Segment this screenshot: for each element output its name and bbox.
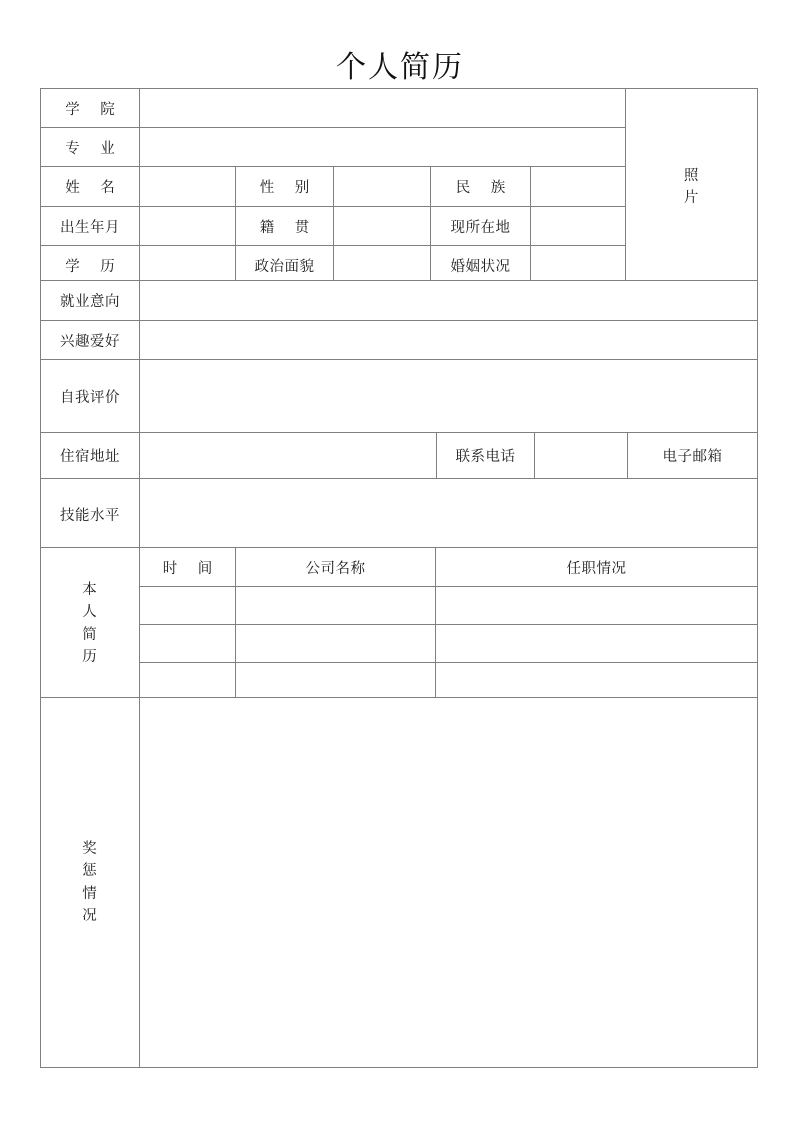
major-field[interactable] (140, 128, 626, 167)
table-row (41, 663, 758, 700)
current-location-field[interactable] (531, 207, 626, 246)
table-row (41, 433, 758, 479)
experience-company-cell[interactable] (236, 663, 436, 700)
photo-label-char-1: 照 (683, 167, 700, 184)
native-place-field[interactable] (334, 207, 431, 246)
name-label: 姓 名 (41, 167, 140, 207)
experience-position-cell[interactable] (436, 625, 758, 663)
email-label: 电子邮箱 (628, 433, 758, 479)
awards-field[interactable] (140, 698, 758, 1068)
experience-company-cell[interactable] (236, 625, 436, 663)
ethnicity-field[interactable] (531, 167, 626, 207)
profile-sections-table (40, 280, 758, 550)
column-header-time: 时 间 (140, 548, 236, 587)
experience-side-label-char-3: 简 (82, 626, 98, 643)
college-field[interactable] (140, 89, 626, 128)
ethnicity-label: 民 族 (431, 167, 531, 207)
experience-time-cell[interactable] (140, 625, 236, 663)
table-row (41, 281, 758, 321)
awards-side-label-char-2: 惩 (82, 863, 98, 880)
marital-status-label: 婚姻状况 (431, 246, 531, 286)
job-intention-field[interactable] (140, 281, 758, 321)
table-row (41, 698, 758, 1068)
self-evaluation-field[interactable] (140, 360, 758, 433)
table-row (41, 360, 758, 433)
awards-side-label (41, 698, 140, 1068)
awards-side-label-char-3: 情 (82, 885, 98, 902)
experience-time-cell[interactable] (140, 587, 236, 625)
name-field[interactable] (140, 167, 236, 207)
phone-label: 联系电话 (437, 433, 535, 479)
column-header-company: 公司名称 (236, 548, 436, 587)
current-location-label: 现所在地 (431, 207, 531, 246)
photo-label-char-2: 片 (683, 190, 700, 206)
self-evaluation-label: 自我评价 (41, 360, 140, 433)
table-row (41, 625, 758, 663)
table-row (41, 548, 758, 587)
table-row (41, 89, 758, 128)
experience-side-label-char-4: 历 (82, 648, 98, 665)
table-row (41, 321, 758, 360)
education-label: 学 历 (41, 246, 140, 286)
phone-field[interactable] (535, 433, 628, 479)
experience-side-label (41, 548, 140, 700)
hobbies-label: 兴趣爱好 (41, 321, 140, 360)
gender-label: 性 别 (236, 167, 334, 207)
table-row (41, 479, 758, 550)
page-title: 个人简历 (336, 50, 464, 85)
hobbies-field[interactable] (140, 321, 758, 360)
skills-field[interactable] (140, 479, 758, 550)
experience-position-cell[interactable] (436, 587, 758, 625)
table-row (41, 587, 758, 625)
photo-placeholder[interactable] (626, 89, 758, 286)
experience-side-label-char-2: 人 (82, 604, 98, 621)
address-field[interactable] (140, 433, 437, 479)
gender-field[interactable] (334, 167, 431, 207)
skills-label: 技能水平 (41, 479, 140, 550)
address-label: 住宿地址 (41, 433, 140, 479)
experience-table (40, 547, 758, 700)
basic-info-table (40, 88, 758, 286)
experience-side-label-char-1: 本 (82, 581, 98, 598)
birth-field[interactable] (140, 207, 236, 246)
column-header-position: 任职情况 (436, 548, 758, 587)
awards-side-label-char-4: 况 (82, 907, 98, 924)
major-label: 专 业 (41, 128, 140, 167)
awards-table (40, 697, 758, 1068)
experience-position-cell[interactable] (436, 663, 758, 700)
job-intention-label: 就业意向 (41, 281, 140, 321)
native-place-label: 籍 贯 (236, 207, 334, 246)
awards-side-label-char-1: 奖 (82, 840, 98, 857)
experience-time-cell[interactable] (140, 663, 236, 700)
experience-company-cell[interactable] (236, 587, 436, 625)
birth-label: 出生年月 (41, 207, 140, 246)
college-label: 学 院 (41, 89, 140, 128)
political-status-label: 政治面貌 (236, 246, 334, 286)
